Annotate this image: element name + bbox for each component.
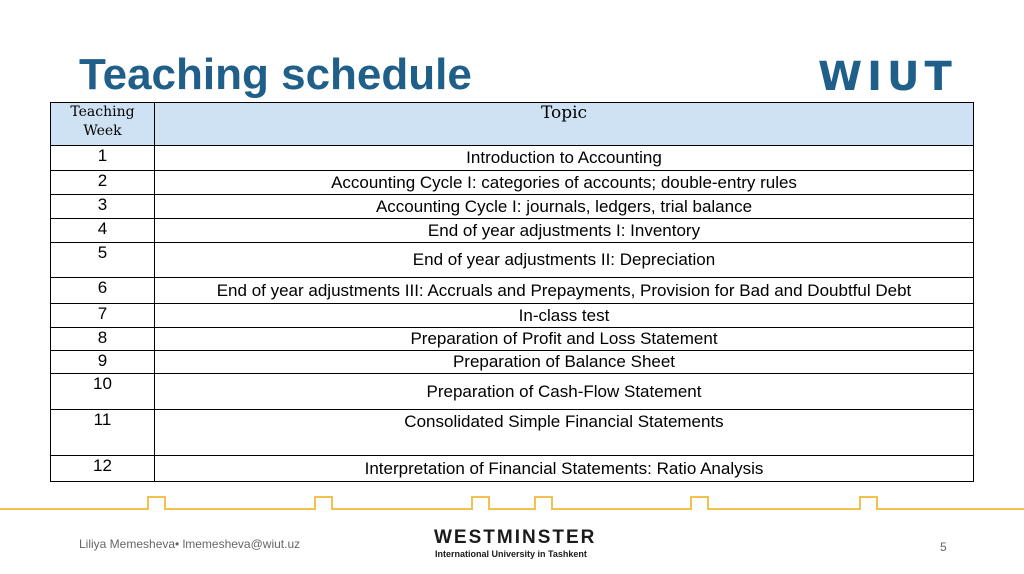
table-row: [51, 195, 974, 219]
westminster-logo-text: WESTMINSTER: [434, 527, 597, 548]
author-contact: Liliya Memesheva• lmemesheva@wiut.uz: [79, 537, 301, 551]
week-cell: 1: [51, 146, 155, 171]
week-cell: 4: [51, 219, 155, 243]
table-row: [51, 410, 974, 456]
table-row: [51, 219, 974, 243]
week-cell: 2: [51, 171, 155, 195]
table-row: [51, 171, 974, 195]
table-row: [51, 146, 974, 171]
topic-cell: End of year adjustments III: Accruals and Prepayments, Provision for Bad and Doubtful Debt: [155, 278, 974, 304]
table-row: [51, 328, 974, 351]
table-header-row: [51, 103, 974, 146]
week-cell: 3: [51, 195, 155, 219]
header-week-line1: Teaching: [70, 104, 135, 120]
topic-cell: Preparation of Cash-Flow Statement: [155, 374, 974, 410]
topic-cell: Preparation of Balance Sheet: [155, 351, 974, 374]
table-row: [51, 304, 974, 328]
header-teaching-week: [51, 103, 155, 146]
table-row: [51, 351, 974, 374]
topic-cell: Accounting Cycle I: journals, ledgers, trial balance: [155, 195, 974, 219]
week-cell: 10: [51, 374, 155, 410]
westminster-logo-subtitle: International University in Tashkent: [435, 549, 587, 559]
schedule-table: [50, 102, 974, 482]
topic-cell: Interpretation of Financial Statements: Ratio Analysis: [155, 456, 974, 482]
topic-cell: Preparation of Profit and Loss Statement: [155, 328, 974, 351]
topic-cell: Accounting Cycle I: categories of accounts; double-entry rules: [155, 171, 974, 195]
table-row: [51, 456, 974, 482]
header-week-line2: Week: [83, 123, 122, 139]
week-cell: 12: [51, 456, 155, 482]
header-topic: Topic: [155, 103, 974, 146]
week-cell: 6: [51, 278, 155, 304]
week-cell: 8: [51, 328, 155, 351]
topic-cell: Introduction to Accounting: [155, 146, 974, 171]
topic-cell: Consolidated Simple Financial Statements: [155, 410, 974, 456]
topic-cell: In-class test: [155, 304, 974, 328]
week-cell: 11: [51, 410, 155, 456]
slide-title: Teaching schedule: [79, 50, 472, 99]
table-row: [51, 374, 974, 410]
week-cell: 9: [51, 351, 155, 374]
table-row: [51, 243, 974, 278]
topic-cell: End of year adjustments II: Depreciation: [155, 243, 974, 278]
week-cell: 5: [51, 243, 155, 278]
wiut-logo: WIUT: [818, 54, 957, 100]
week-cell: 7: [51, 304, 155, 328]
footer-decorative-line: [0, 495, 1024, 515]
topic-cell: End of year adjustments I: Inventory: [155, 219, 974, 243]
page-number: 5: [940, 540, 947, 554]
table-row: [51, 278, 974, 304]
